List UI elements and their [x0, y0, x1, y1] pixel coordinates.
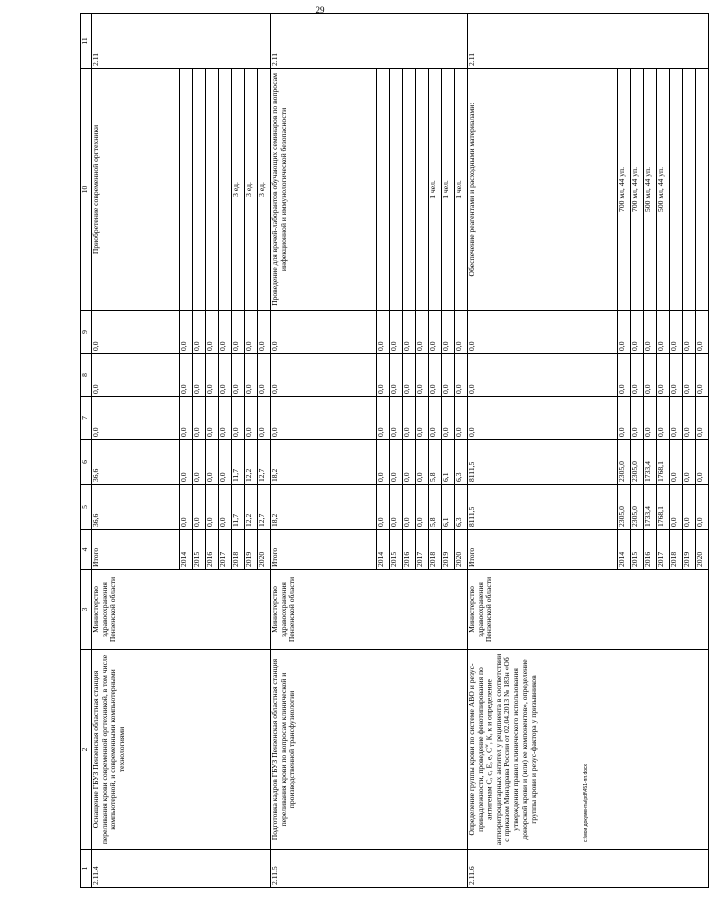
value-total: 0,0 — [696, 485, 709, 530]
value-regional: 5,8 — [429, 440, 442, 485]
value-federal: 0,0 — [219, 397, 232, 440]
value-other: 0,0 — [245, 311, 258, 354]
value-total: 6,1 — [442, 485, 455, 530]
year-cell: 2015 — [193, 530, 206, 570]
expected-result — [193, 69, 206, 311]
value-federal: 0,0 — [193, 397, 206, 440]
value-municipal: 0,0 — [670, 354, 683, 397]
indicator-link: 2.11 — [468, 14, 709, 69]
value-total: 8111,5 — [468, 485, 618, 530]
value-other: 0,0 — [442, 311, 455, 354]
year-cell: 2015 — [390, 530, 403, 570]
value-other: 0,0 — [206, 311, 219, 354]
value-municipal: 0,0 — [618, 354, 631, 397]
value-total: 0,0 — [193, 485, 206, 530]
year-cell: 2017 — [416, 530, 429, 570]
value-other: 0,0 — [193, 311, 206, 354]
value-total: 0,0 — [670, 485, 683, 530]
year-cell: 2015 — [631, 530, 644, 570]
year-cell: 2014 — [180, 530, 193, 570]
value-other: 0,0 — [468, 311, 618, 354]
value-federal: 0,0 — [670, 397, 683, 440]
year-cell: 2020 — [696, 530, 709, 570]
expected-result: 700 мл, 44 уп. — [618, 69, 631, 311]
value-regional: 0,0 — [683, 440, 696, 485]
expected-result: 500 мл, 44 уп. — [644, 69, 657, 311]
value-federal: 0,0 — [180, 397, 193, 440]
value-regional: 0,0 — [670, 440, 683, 485]
value-other: 0,0 — [696, 311, 709, 354]
value-other: 0,0 — [92, 311, 180, 354]
expected-result: 3 ед. — [258, 69, 271, 311]
value-other: 0,0 — [377, 311, 390, 354]
value-regional: 12,7 — [258, 440, 271, 485]
expected-result — [206, 69, 219, 311]
year-cell: 2014 — [618, 530, 631, 570]
value-total: 11,7 — [232, 485, 245, 530]
expected-result: 3 ед. — [245, 69, 258, 311]
col-header-1: 1 — [81, 850, 92, 888]
col-header-11: 11 — [81, 14, 92, 69]
row-number: 2.11.4 — [92, 850, 271, 888]
year-cell: 2017 — [219, 530, 232, 570]
value-federal: 0,0 — [377, 397, 390, 440]
value-other: 0,0 — [416, 311, 429, 354]
value-other: 0,0 — [271, 311, 377, 354]
table-row — [468, 14, 618, 888]
expected-result — [377, 69, 390, 311]
year-cell: 2017 — [657, 530, 670, 570]
value-regional: 12,2 — [245, 440, 258, 485]
description-sup-base: С — [484, 747, 494, 753]
activity-description: Оснащение ГБУЗ Пензенская областная станция переливания крови современной оргтехникой, в том числе компьютерной, и современными компьютерными технологиями — [92, 650, 271, 850]
value-municipal: 0,0 — [455, 354, 468, 397]
value-federal: 0,0 — [92, 397, 180, 440]
value-other: 0,0 — [232, 311, 245, 354]
value-municipal: 0,0 — [631, 354, 644, 397]
expected-result: 1 чел. — [442, 69, 455, 311]
value-regional: 0,0 — [390, 440, 403, 485]
value-federal: 0,0 — [631, 397, 644, 440]
value-other: 0,0 — [429, 311, 442, 354]
description-part2: , К, к и определение антиэритроцитарных антител у реципиента в соответствии с приказом Минздрава России от 02.04.2013 № 183н «Об утверждении правил клинического использования донорской крови и (или) ее компонентов», определение группы крови и резус-фактора у призывников — [484, 653, 538, 846]
value-municipal: 0,0 — [258, 354, 271, 397]
year-cell: 2018 — [429, 530, 442, 570]
col-header-2: 2 — [81, 650, 92, 850]
value-regional: 18,2 — [271, 440, 377, 485]
value-federal: 0,0 — [455, 397, 468, 440]
value-municipal: 0,0 — [657, 354, 670, 397]
activity-description: Подготовка кадров ГБУЗ Пензенская областная станция переливания крови по вопросам клинической и производственной трансфузиологии — [271, 650, 468, 850]
value-federal: 0,0 — [618, 397, 631, 440]
value-municipal: 0,0 — [416, 354, 429, 397]
year-cell: 2018 — [670, 530, 683, 570]
value-total: 2305,0 — [618, 485, 631, 530]
value-municipal: 0,0 — [429, 354, 442, 397]
value-total: 0,0 — [206, 485, 219, 530]
value-municipal: 0,0 — [180, 354, 193, 397]
col-header-4: 4 — [81, 530, 92, 570]
year-cell: 2014 — [377, 530, 390, 570]
value-regional: 2305,0 — [618, 440, 631, 485]
value-other: 0,0 — [403, 311, 416, 354]
value-regional: 6,1 — [442, 440, 455, 485]
expected-result: Приобретение современной оргтехники — [92, 69, 180, 311]
value-regional: 0,0 — [193, 440, 206, 485]
expected-result — [390, 69, 403, 311]
col-header-6: 6 — [81, 440, 92, 485]
row-number: 2.11.5 — [271, 850, 468, 888]
year-cell: 2016 — [403, 530, 416, 570]
value-municipal: 0,0 — [219, 354, 232, 397]
header-row — [81, 14, 92, 888]
value-regional: 1733,4 — [644, 440, 657, 485]
value-municipal: 0,0 — [390, 354, 403, 397]
table-row — [271, 14, 377, 888]
value-municipal: 0,0 — [245, 354, 258, 397]
value-federal: 0,0 — [403, 397, 416, 440]
value-other: 0,0 — [618, 311, 631, 354]
year-cell: 2016 — [644, 530, 657, 570]
value-total: 5,8 — [429, 485, 442, 530]
value-total: 1733,4 — [644, 485, 657, 530]
value-federal: 0,0 — [271, 397, 377, 440]
value-regional: 0,0 — [180, 440, 193, 485]
value-total: 1768,1 — [657, 485, 670, 530]
year-cell: 2016 — [206, 530, 219, 570]
value-regional: 11,7 — [232, 440, 245, 485]
col-header-10: 10 — [81, 69, 92, 311]
executor: Министерство здравоохранения Пензенской области — [92, 570, 271, 650]
value-total: 0,0 — [219, 485, 232, 530]
year-cell: 2020 — [258, 530, 271, 570]
expected-result — [670, 69, 683, 311]
value-other: 0,0 — [390, 311, 403, 354]
value-total: 0,0 — [683, 485, 696, 530]
executor: Министерство здравоохранения Пензенской области — [468, 570, 709, 650]
value-total: 18,2 — [271, 485, 377, 530]
value-federal: 0,0 — [258, 397, 271, 440]
value-total: 36,6 — [92, 485, 180, 530]
value-regional: 0,0 — [403, 440, 416, 485]
value-total: 0,0 — [390, 485, 403, 530]
value-other: 0,0 — [219, 311, 232, 354]
footer-file-path: c:\мои документы\pdf\451-пп.docx — [583, 763, 589, 842]
expected-result — [180, 69, 193, 311]
value-other: 0,0 — [180, 311, 193, 354]
col-header-5: 5 — [81, 485, 92, 530]
value-municipal: 0,0 — [644, 354, 657, 397]
value-other: 0,0 — [657, 311, 670, 354]
value-federal: 0,0 — [683, 397, 696, 440]
value-regional: 0,0 — [206, 440, 219, 485]
value-federal: 0,0 — [468, 397, 618, 440]
expected-result — [219, 69, 232, 311]
value-regional: 6,3 — [455, 440, 468, 485]
value-total: 0,0 — [377, 485, 390, 530]
year-cell: Итого — [468, 530, 618, 570]
value-total: 0,0 — [403, 485, 416, 530]
value-municipal: 0,0 — [442, 354, 455, 397]
year-cell: 2019 — [442, 530, 455, 570]
value-total: 6,3 — [455, 485, 468, 530]
year-cell: 2019 — [683, 530, 696, 570]
value-municipal: 0,0 — [377, 354, 390, 397]
expected-result: 700 мл, 44 уп. — [631, 69, 644, 311]
value-other: 0,0 — [644, 311, 657, 354]
value-regional: 0,0 — [416, 440, 429, 485]
value-other: 0,0 — [631, 311, 644, 354]
value-other: 0,0 — [683, 311, 696, 354]
expected-result: 1 чел. — [455, 69, 468, 311]
value-total: 12,2 — [245, 485, 258, 530]
expected-result — [416, 69, 429, 311]
row-number: 2.11.6 — [468, 850, 709, 888]
value-other: 0,0 — [455, 311, 468, 354]
expected-result — [683, 69, 696, 311]
expected-result — [696, 69, 709, 311]
year-cell: 2018 — [232, 530, 245, 570]
value-regional: 0,0 — [377, 440, 390, 485]
description-part1: Определение группы крови по системе АВО и резус-принадлежности, проведение фенотипирования по антигенам С, с, Е, е, — [467, 663, 494, 836]
value-municipal: 0,0 — [468, 354, 618, 397]
value-federal: 0,0 — [657, 397, 670, 440]
value-federal: 0,0 — [696, 397, 709, 440]
value-total: 12,7 — [258, 485, 271, 530]
executor: Министерство здравоохранения Пензенской области — [271, 570, 468, 650]
page-number: 29 — [315, 5, 325, 15]
value-municipal: 0,0 — [206, 354, 219, 397]
value-regional: 8111,5 — [468, 440, 618, 485]
value-federal: 0,0 — [442, 397, 455, 440]
col-header-8: 8 — [81, 354, 92, 397]
indicator-link: 2.11 — [271, 14, 468, 69]
program-table — [80, 13, 709, 888]
value-municipal: 0,0 — [232, 354, 245, 397]
value-municipal: 0,0 — [193, 354, 206, 397]
value-federal: 0,0 — [644, 397, 657, 440]
year-cell: 2019 — [245, 530, 258, 570]
col-header-3: 3 — [81, 570, 92, 650]
value-municipal: 0,0 — [92, 354, 180, 397]
value-municipal: 0,0 — [271, 354, 377, 397]
value-total: 2305,0 — [631, 485, 644, 530]
col-header-9: 9 — [81, 311, 92, 354]
expected-result — [403, 69, 416, 311]
value-other: 0,0 — [670, 311, 683, 354]
value-municipal: 0,0 — [696, 354, 709, 397]
value-municipal: 0,0 — [683, 354, 696, 397]
year-cell: Итого — [92, 530, 180, 570]
value-federal: 0,0 — [245, 397, 258, 440]
value-regional: 1768,1 — [657, 440, 670, 485]
value-regional: 0,0 — [696, 440, 709, 485]
year-cell: Итого — [271, 530, 377, 570]
value-total: 0,0 — [416, 485, 429, 530]
value-other: 0,0 — [258, 311, 271, 354]
col-header-7: 7 — [81, 397, 92, 440]
expected-result: Обеспечение реагентами и расходными материалами: — [468, 69, 618, 311]
value-federal: 0,0 — [429, 397, 442, 440]
value-federal: 0,0 — [232, 397, 245, 440]
value-federal: 0,0 — [390, 397, 403, 440]
value-regional: 2305,0 — [631, 440, 644, 485]
description-superscript: w — [485, 744, 491, 748]
value-regional: 0,0 — [219, 440, 232, 485]
value-municipal: 0,0 — [403, 354, 416, 397]
expected-result: 1 чел. — [429, 69, 442, 311]
value-total: 0,0 — [180, 485, 193, 530]
expected-result: 3 ед. — [232, 69, 245, 311]
value-federal: 0,0 — [206, 397, 219, 440]
expected-result: 500 мл, 44 уп. — [657, 69, 670, 311]
value-regional: 36,6 — [92, 440, 180, 485]
year-cell: 2020 — [455, 530, 468, 570]
value-federal: 0,0 — [416, 397, 429, 440]
expected-result: Проведение для врачей-лаборантов обучающих семинаров по вопросам инфекционной и иммунологической безопасности — [271, 69, 377, 311]
indicator-link: 2.11 — [92, 14, 271, 69]
table-row — [92, 14, 180, 888]
